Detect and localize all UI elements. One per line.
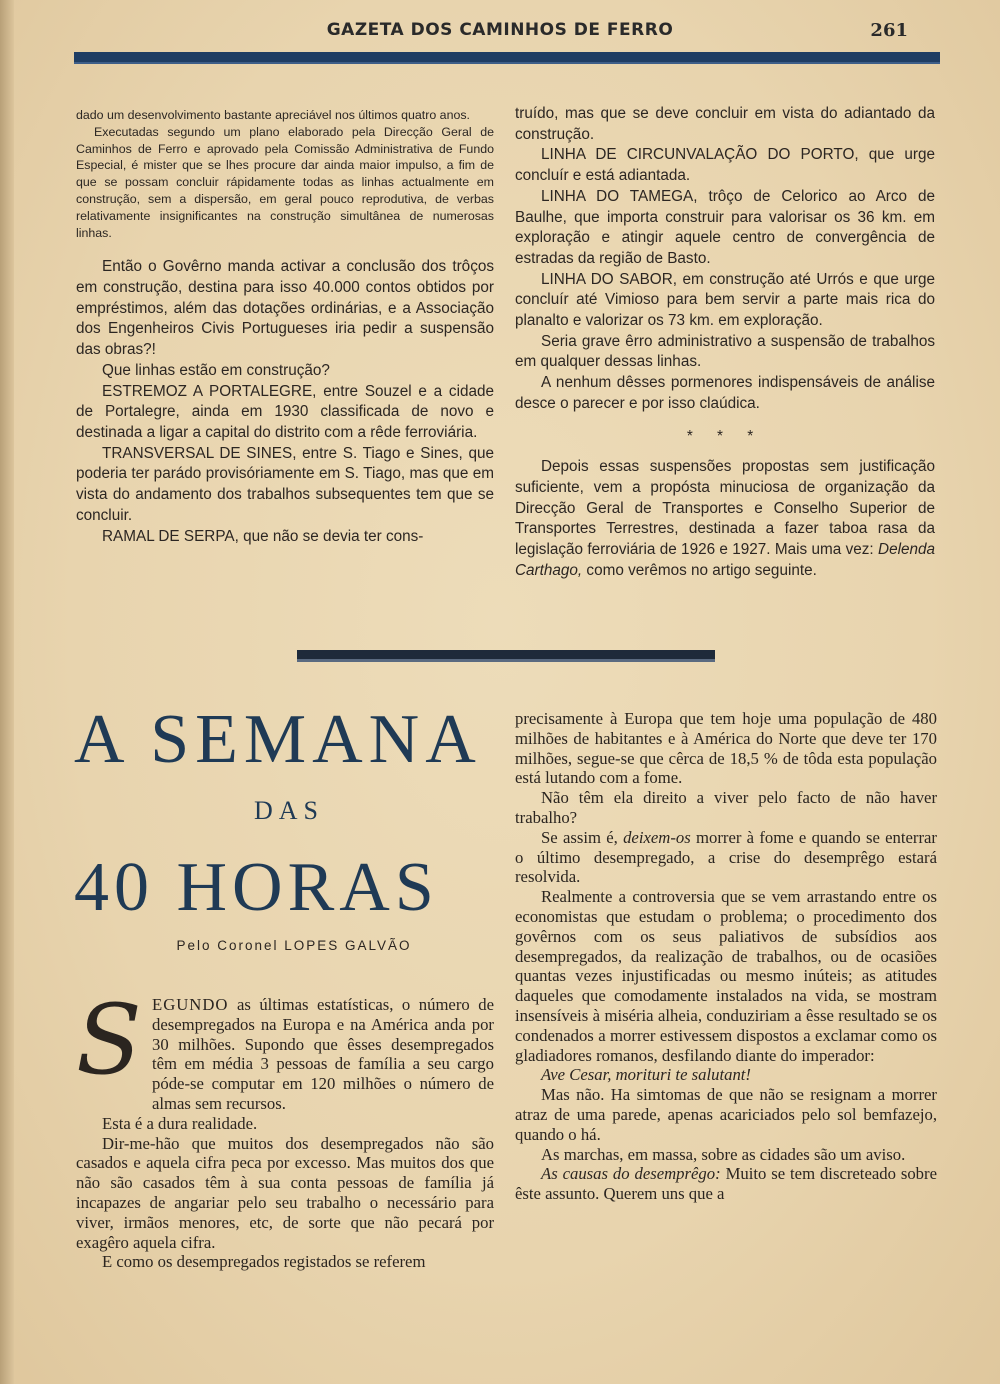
body-paragraph: truído, mas que se deve concluir em vista do adiantado da construção. [515,105,935,143]
top-left-column [76,107,494,547]
lead-in: EGUNDO [152,995,229,1014]
body-paragraph: As causas do desemprêgo: Muito se tem discreteado sobre êste assunto. Querem uns que a [515,1164,937,1204]
body-paragraph: LINHA DE CIRCUNVALAÇÃO DO PORTO, que urge concluír e está adiantada. [515,146,935,185]
body-paragraph: E como os desempregados registados se referem [102,1252,426,1272]
drop-cap: S [76,984,142,1096]
article-title-line1: A SEMANA [74,701,482,778]
body-paragraph: precisamente à Europa que tem hoje uma população de 480 milhões de habitantes e à América do Norte que deve ter 170 milhões, segue-se que cêrca de 18,5 % de tôda esta população está lutando com a fome. [515,709,937,788]
article-title-line3: 40 HORAS [74,849,439,926]
body-paragraph: Não têm ela direito a viver pelo facto de não haver trabalho? [515,788,937,827]
article-byline: Pelo Coronel LOPES GALVÃO [176,938,412,953]
binding-edge [0,0,14,1384]
article-title-line2: DAS [253,796,324,825]
article-left-column [76,984,494,1272]
top-left-body [76,257,494,547]
body-paragraph: ESTREMOZ A PORTALEGRE, entre Souzel e a cidade de Portalegre, ainda em 1930 classificada de novo e destinada a ligar a capital do distrito com a rêde ferroviária. [76,382,494,441]
top-right-column [515,104,935,581]
latin-phrase: Delenda Carthago, [515,541,935,579]
body-paragraph: Seria grave êrro administrativo a suspensão de trabalhos em qualquer dessas linhas. [515,332,935,371]
body-paragraph: Então o Govêrno manda activar a conclusão dos trôços em construção, destina para isso 40.000 contos obtidos por empréstimos, além das dotações ordinárias, e a Associação dos Engenheiros Civis Portugueses iria pedir a suspensão das obras?! [76,258,494,359]
excerpt-paragraph: Executadas segundo um plano elaborado pela Direcção Geral de Caminhos de Ferro e aprovado pela Comissão Administrativa de Fundo Especial, é mister que se lhes procure dar ainda maior impulso, a fim de que se possam concluir rápidamente todas as linhas actualmente em construção, sem a dispersão, em geral pouco reprodutiva, de verbas relativamente insignificantes na construção simultânea de numerosas linhas. [76,124,494,240]
body-paragraph: TRANSVERSAL DE SINES, entre S. Tiago e Sines, que poderia ter parádo provisóriamente em S. Tiago, mas que em vista do andamento dos trabalhos subsequentes tem que se concluir. [76,444,494,524]
body-paragraph: Realmente a controversia que se vem arrastando entre os economistas que estudam o problema; o procedimento dos govêrnos com os seus paliativos de subsídios aos desempregados, da realização de trabalhos, ou de ocasiões quantas vezes injustificadas ou mesmo inúteis; as atitudes daqueles que comodamente instalados na vida, se mostram insensíveis à miséria alheia, conduziriam a êsse resultado se os condenados a morrer estivessem dispostos a exclamar como os gladiadores romanos, desfilando diante do imperador: [515,887,937,1065]
body-paragraph: Esta é a dura realidade. [102,1113,258,1133]
section-rule [297,650,715,659]
body-paragraph: RAMAL DE SERPA, que não se devia ter cons- [102,527,424,545]
body-paragraph: As marchas, em massa, sobre as cidades são um aviso. [541,1144,906,1164]
journal-title: GAZETA DOS CAMINHOS DE FERRO [326,20,674,40]
excerpt-paragraph: dado um desenvolvimento bastante apreciável nos últimos quatro anos. [76,108,470,122]
body-paragraph: Que linhas estão em construção? [102,361,330,379]
header-rule [74,52,940,62]
article-right-column [515,709,937,1204]
quoted-excerpt [76,107,494,241]
body-paragraph: Mas não. Ha simtomas de que não se resignam a morrer atraz de uma parede, apenas acariciados pelo sol bemfazejo, quando o há. [515,1085,937,1144]
latin-quote: Ave Cesar, morituri te salutant! [541,1065,751,1085]
body-paragraph: Depois essas suspensões propostas sem justificação suficiente, vem a propósta minuciosa de organização da Direcção Geral de Transportes e Conselho Superior de Transportes Terrestres, destinada a fazer taboa rasa da legislação ferroviária de 1926 e 1927. Mais uma vez: Delenda Carthago, como verêmos no artigo seguinte. [515,458,935,579]
body-paragraph: Dir-me-hão que muitos dos desempregados não são casados e aquela cifra peca por excesso. Mas muitos dos que não são casados têm à sua conta pessoas de família já incapazes de angariar pelo seu trabalho o necessário para viver, irmãos menores, etc, de sorte que não pecará por exagêro aquela cifra. [76,1133,494,1252]
body-paragraph: Se assim é, deixem-os morrer à fome e quando se enterrar o último desempregado, a crise do desemprêgo estará resolvida. [515,827,937,887]
body-paragraph: LINHA DO TAMEGA, trôço de Celorico ao Arco de Baulhe, que importa construir para valorisar os 36 km. em exploração e atingir aquele centro de convergência de estradas da região de Basto. [515,187,935,267]
section-separator: * * * [686,427,764,445]
body-paragraph: A nenhum dêsses pormenores indispensáveis de análise desce o parecer e por isso claúdica. [515,374,935,412]
body-paragraph: LINHA DO SABOR, em construção até Urrós e que urge concluír até Vimioso para bem servir a parte mais rica do planalto e valorizar os 73 km. em exploração. [515,270,935,330]
page-number: 261 [870,20,908,41]
body-paragraph: EGUNDO as últimas estatísticas, o número de desempregados na Europa e na América anda por 30 milhões. Supondo que êsses desempregados têm em média 3 pessoas de família a seu cargo póde-se computar em 120 milhões o número de almas sem recursos. [152,995,494,1113]
